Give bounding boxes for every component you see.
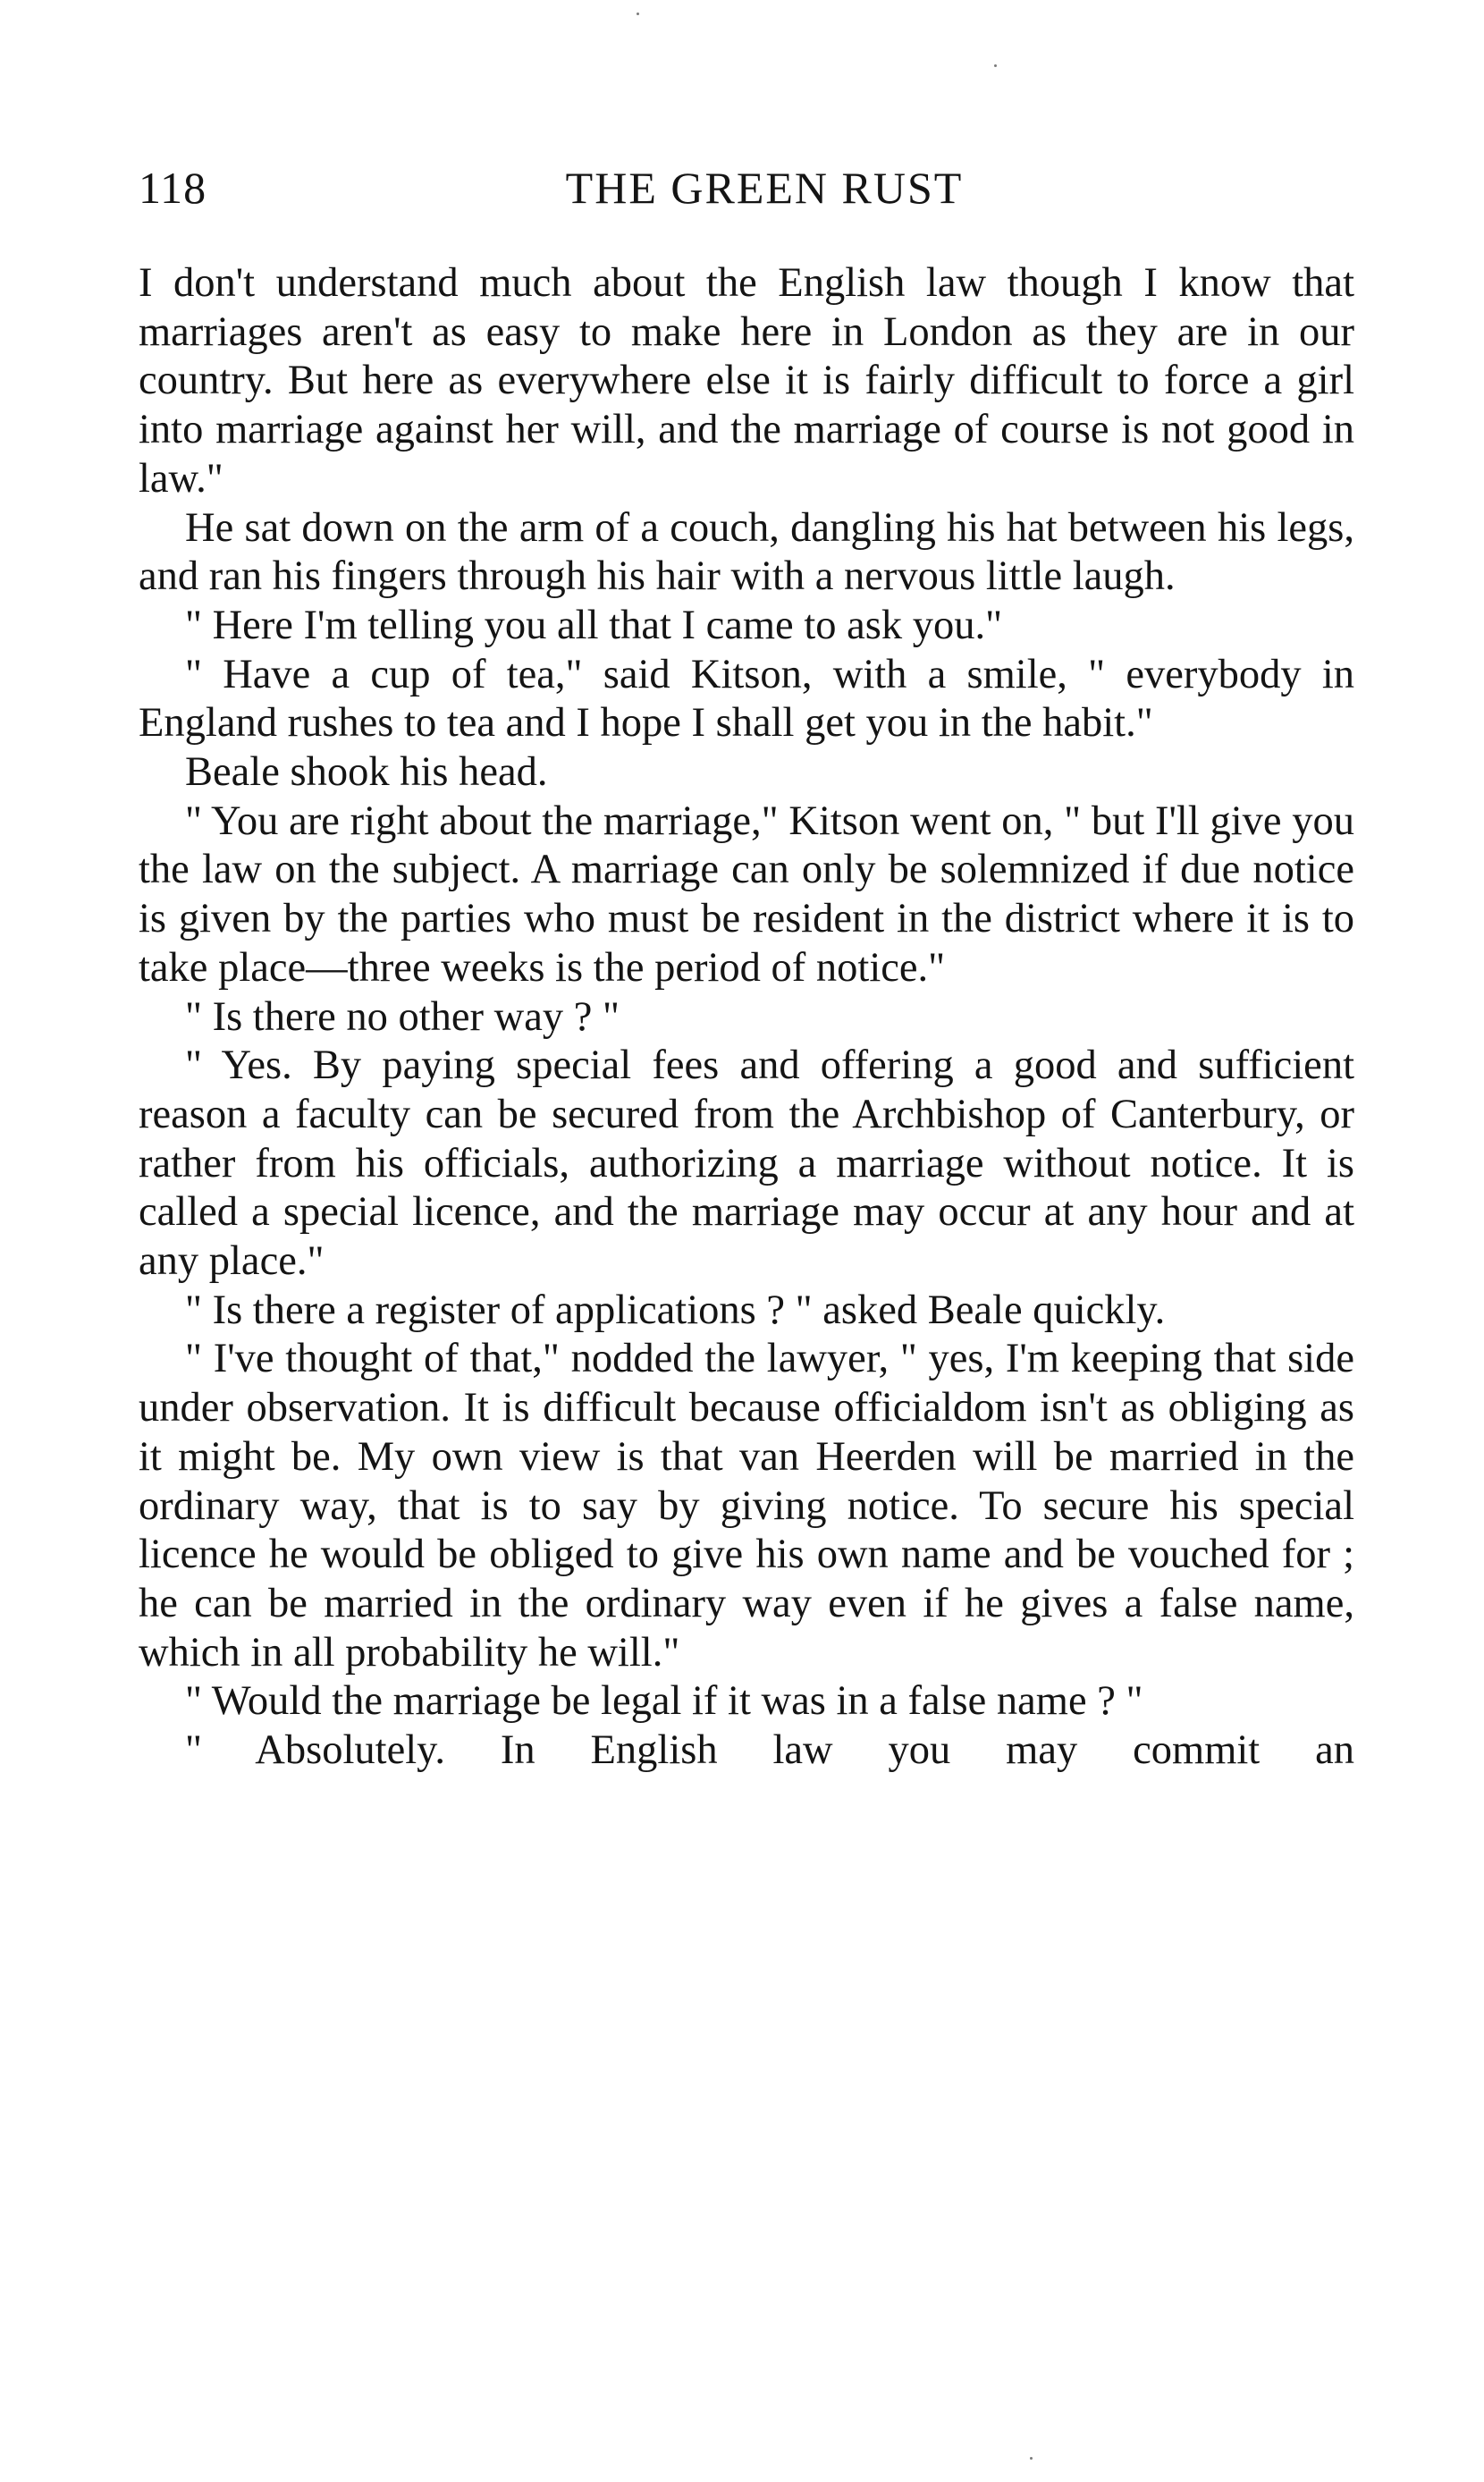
paragraph: " Is there a register of applications ? " asked Beale quickly. [185,1287,1166,1333]
paragraph: " Yes. By paying special fees and offering a good and sufficient reason a faculty can be secured from the Archbishop of Canterbury, or rather from his officials, authorizing a marriage without notice. It is called a special licence, and the marriage may occur at any hour and at any place." [139,1043,1354,1285]
paragraph: " You are right about the marriage," Kitson went on, " but I'll give you the law on the subject. A marriage can only be solemnized if due notice is given by the parties who must be resident in the district where it is to take place—three weeks is the period of notice." [139,798,1354,991]
page-number: 118 [139,163,207,213]
paragraph: I don't understand much about the English law though I know that marriages aren't as easy to make here in London as they are in our country. But here as everywhere else it is fairly difficult to force a girl into marriage against her will, and the marriage of course is not good in law." [139,260,1354,502]
body-text [139,259,1354,1776]
paragraph: " I've thought of that," nodded the lawyer, " yes, I'm keeping that side under observation. It is difficult because officialdom isn't as obliging as it might be. My own view is that van Heerden will be married in the ordinary way, that is to say by giving notice. To secure his special licence he would be obliged to give his own name and be vouched for ; he can be married in the ordinary way even if he gives a false name, which in all probability he will." [139,1336,1354,1676]
paragraph: " Absolutely. In English law you may commit an [185,1727,1354,1774]
scan-speck [637,13,639,15]
paragraph: " Have a cup of tea," said Kitson, with a smile, " everybody in England rushes to tea and I hope I shall get you in the habit." [139,651,1354,747]
paragraph: He sat down on the arm of a couch, dangling his hat between his legs, and ran his fingers through his hair with a nervous little laugh. [139,504,1354,600]
paragraph: " Is there no other way ? " [185,993,620,1040]
page-header [139,161,1354,215]
paragraph: " Would the marriage be legal if it was in a false name ? " [185,1678,1143,1725]
scan-speck [994,64,997,67]
running-title: THE GREEN RUST [565,163,964,213]
scan-speck [1030,2457,1033,2460]
paragraph: Beale shook his head. [185,749,548,796]
paragraph: " Here I'm telling you all that I came to ask you." [185,602,1003,648]
